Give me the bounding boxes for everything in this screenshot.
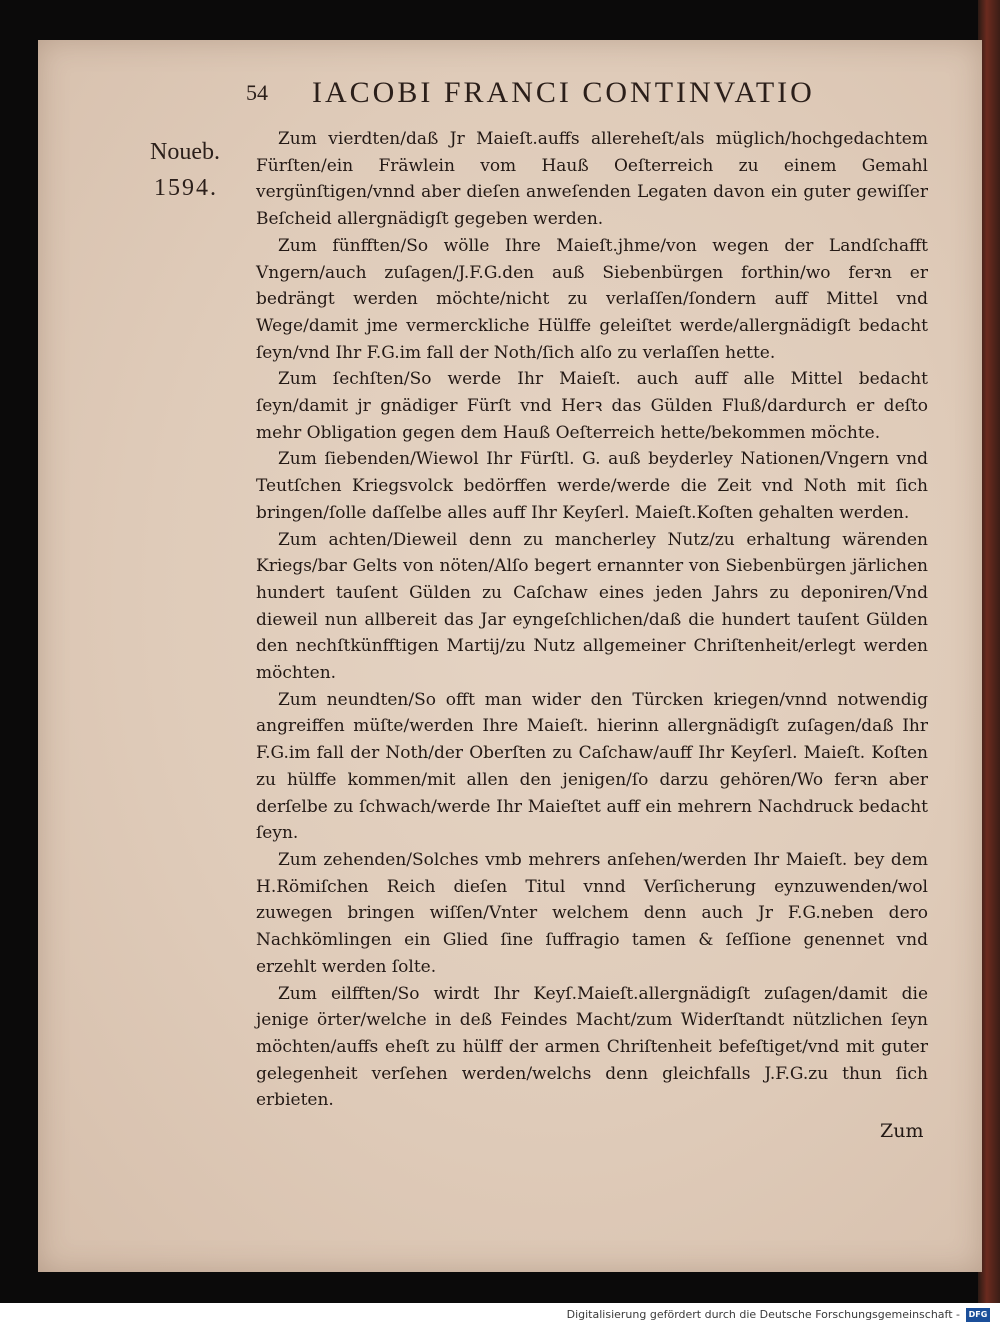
- paragraph-fuenfften: Zum fünfften/So wölle Ihre Maieſt.jhme/von wegen der Landſchafft Vngern/auch zuſagen/J.F.G.den auß Siebenbürgen forthin/wo ferꝛn er bedrängt werden möchte/nicht zu verlaſſen/ſondern auff Mittel vnd Wege/damit jme vermerckliche Hülffe geleiſtet werde/allergnädigſt bedacht ſeyn/vnd Ihr F.G.im fall der Noth/ſich alſo zu verlaſſen hette.: [256, 235, 928, 363]
- paragraph-sechsten: Zum ſechſten/So werde Ihr Maieſt. auch auff alle Mittel bedacht ſeyn/damit jr gnädiger Fürſt vnd Herꝛ das Gülden Fluß/dardurch er deſto mehr Obligation gegen dem Hauß Oeſterreich hette/bekommen möchte.: [256, 369, 928, 443]
- page-number: 54: [246, 80, 268, 105]
- margin-date-note: [150, 134, 242, 206]
- paragraph-zehenden: Zum zehenden/Solches vmb mehrers anſehen/werden Ihr Maieſt. bey dem H.Römiſchen Reich dieſen Titul vnnd Verſicherung eynzuwenden/wol zuwegen bringen wiſſen/Vnter welchem denn auch Jr F.G.neben dero Nachkömlingen ein Glied ſine ſuffragio tamen & ſeſſione genennet vnd erzehlt werden ſolte.: [256, 849, 928, 977]
- margin-year: 1594.: [154, 175, 218, 201]
- running-head: [246, 76, 866, 116]
- funding-credit: Digitalisierung gefördert durch die Deutsche Forschungsgemeinschaft -: [566, 1308, 960, 1321]
- paragraph-siebenden: Zum ſiebenden/Wiewol Ihr Fürſtl. G. auß beyderley Nationen/Vngern vnd Teutſchen Kriegsvolck bedörffen werde/werde die Zeit vnd Noth mit ſich bringen/ſolle daſſelbe alles auff Ihr Keyſerl. Maieſt.Koſten gehalten werden.: [256, 449, 928, 523]
- margin-month: Noueb.: [150, 139, 220, 165]
- paragraph-neundten: Zum neundten/So offt man wider den Türcken kriegen/vnnd notwendig angreiffen müſte/werden Ihre Maieſt. hierinn allergnädigſt zuſagen/daß Ihr F.G.im fall der Noth/der Oberſten zu Caſchaw/auff Ihr Keyſerl. Maieſt. Koſten zu hülffe kommen/mit allen den jenigen/ſo darzu gehören/Wo ferꝛn aber derſelbe zu ſchwach/werde Ihr Maieſtet auff ein mehrern Nachdruck bedacht ſeyn.: [256, 689, 928, 844]
- dfg-logo-icon: DFG: [966, 1308, 990, 1322]
- paragraph-achten: Zum achten/Dieweil denn zu mancherley Nutz/zu erhaltung wärenden Kriegs/bar Gelts von nöten/Alſo begert ernannter von Siebenbürgen järlichen hundert tauſent Gülden zu Caſchaw eines jeden Jahrs zu deponiren/Vnd dieweil nun allbereit das Jar eyngeſchlichen/daß die hundert tauſent Gülden den nechſtkünfftigen Martij/zu Nutz allgemeiner Chriſtenheit/erlegt werden möchten.: [256, 529, 928, 684]
- footer-bar: [0, 1303, 1000, 1326]
- paragraph-eilfften: Zum eilfften/So wirdt Ihr Keyſ.Maieſt.allergnädigſt zuſagen/damit die jenige örter/welche in deß Feindes Macht/zum Widerſtandt nützlichen ſeyn möchten/auffs eheſt zu hülff der armen Chriſtenheit befeſtiget/vnd mit guter gelegenheit verſehen werden/welchs denn gleichfalls J.F.G.zu thun ſich erbieten.: [256, 983, 928, 1111]
- running-head-title: IACOBI FRANCI CONTINVATIO: [312, 76, 815, 109]
- catchword: Zum: [880, 1120, 924, 1142]
- paragraph-vierdten: Zum vierdten/daß Jr Maieſt.auffs allereheſt/als müglich/hochgedachtem Fürſten/ein Fräwlein vom Hauß Oeſterreich zu einem Gemahl vergünſtigen/vnnd aber dieſen anweſenden Legaten davon ein guter gewiſſer Beſcheid allergnädigſt gegeben werden.: [256, 129, 928, 230]
- body-text: [256, 126, 928, 1114]
